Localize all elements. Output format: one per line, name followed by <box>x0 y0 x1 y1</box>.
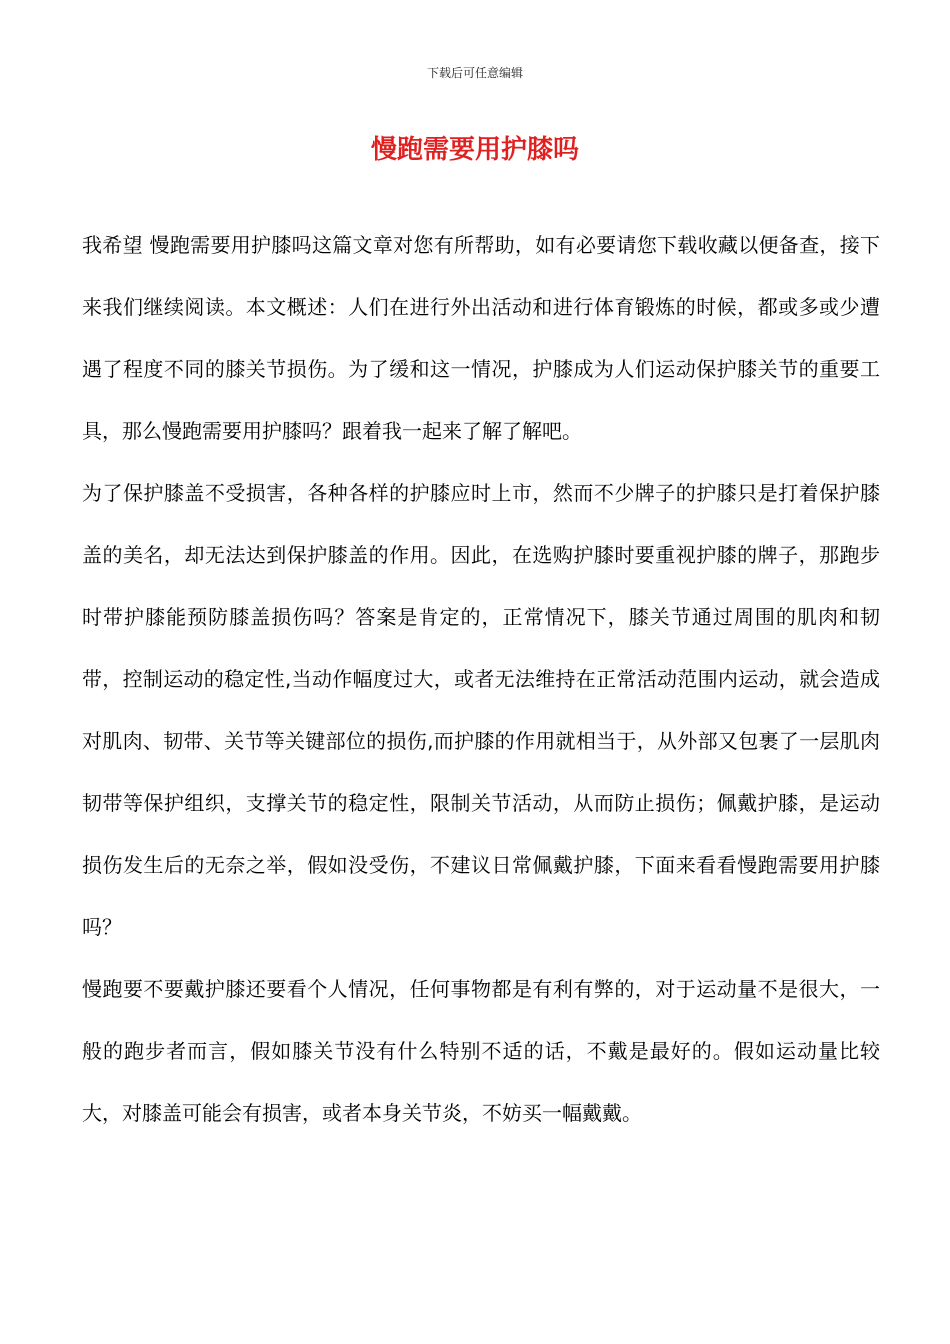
paragraph-intro: 我希望 慢跑需要用护膝吗这篇文章对您有所帮助，如有必要请您下载收藏以便备查，接下来我们继续阅读。本文概述：人们在进行外出活动和进行体育锻炼的时候，都或多或少遭遇了程度不同的膝关节损伤。为了缓和这一情况，护膝成为人们运动保护膝关节的重要工具，那么慢跑需要用护膝吗？跟着我一起来了解了解吧。 <box>82 233 880 443</box>
document-title: 慢跑需要用护膝吗 <box>370 135 579 165</box>
header-note: 下载后可任意编辑 <box>426 66 523 80</box>
paragraph-knee-protection: 为了保护膝盖不受损害，各种各样的护膝应时上市，然而不少牌子的护膝只是打着保护膝盖的美名，却无法达到保护膝盖的作用。因此，在选购护膝时要重视护膝的牌子，那跑步时带护膝能预防膝盖损伤吗？答案是肯定的，正常情况下，膝关节通过周围的肌肉和韧带，控制运动的稳定性,当动作幅度过大，或者无法维持在正常活动范围内运动，就会造成对肌肉、韧带、关节等关键部位的损伤,而护膝的作用就相当于，从外部又包裹了一层肌肉韧带等保护组织，支撑关节的稳定性，限制关节活动，从而防止损伤；佩戴护膝，是运动损伤发生后的无奈之举，假如没受伤，不建议日常佩戴护膝，下面来看看慢跑需要用护膝吗？ <box>82 481 880 939</box>
document-body <box>82 214 880 1144</box>
paragraph-advice: 慢跑要不要戴护膝还要看个人情况，任何事物都是有利有弊的，对于运动量不是很大，一般的跑步者而言，假如膝关节没有什么特别不适的话，不戴是最好的。假如运动量比较大，对膝盖可能会有损害，或者本身关节炎，不妨买一幅戴戴。 <box>82 977 880 1125</box>
